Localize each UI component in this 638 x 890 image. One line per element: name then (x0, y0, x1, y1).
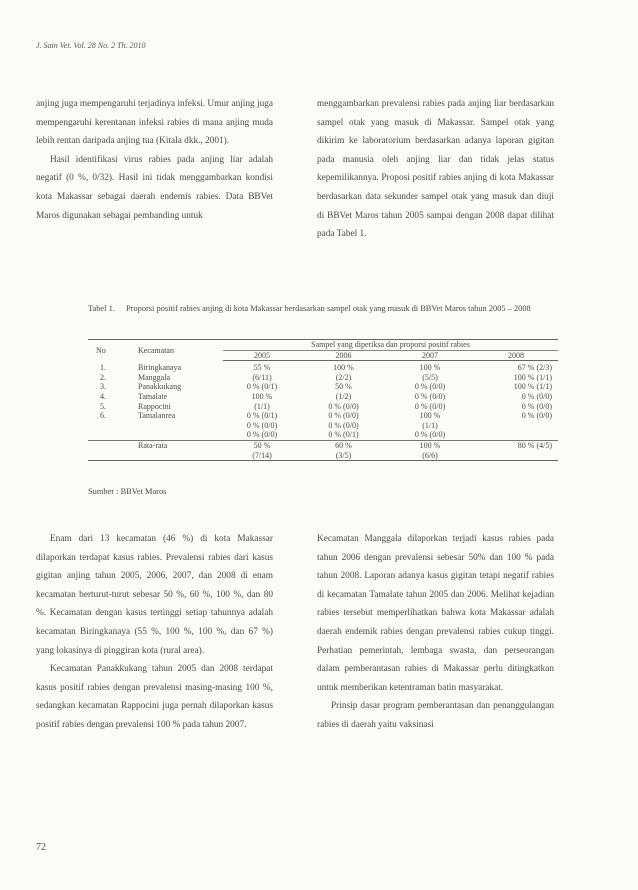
cell-value (474, 451, 558, 461)
table-row (88, 392, 558, 402)
cell-value: 0 % (0/0) (246, 430, 278, 440)
header-year: 2007 (386, 350, 474, 361)
cell-kecamatan (128, 421, 223, 431)
cell-kecamatan: Rappocini (138, 401, 171, 411)
cell-value: 100 % (419, 363, 441, 373)
cell-value: (6/11) (252, 372, 272, 382)
cell-no: 1. (100, 362, 106, 372)
cell-value (474, 421, 558, 431)
running-head: J. Sain Vet. Vol. 28 No. 2 Th. 2010 (36, 41, 146, 50)
cell-value: 0 % (0/1) (246, 382, 278, 392)
paragraph: Hasil identifikasi virus rabies pada anjing liar adalah negatif (0 %, 0/32). Hasil ini tidak menggambarkan kondisi kota Makassar sebagai daerah endemis rabies. Data BBVet Maros digunakan sebagai pembanding untuk (36, 154, 273, 221)
table-row (88, 430, 558, 440)
cell-value: (1/2) (335, 391, 352, 401)
column-bottom-left (36, 530, 273, 735)
table-row-average (88, 451, 558, 461)
cell-kecamatan: Tamalanrea (138, 411, 176, 421)
cell-value: 80 % (4/5) (474, 440, 558, 450)
cell-value: 0 % (0/0) (328, 401, 359, 411)
cell-value: 0 % (0/1) (328, 430, 359, 440)
cell-value: 0 % (0/0) (414, 401, 446, 411)
cell-average-label (128, 451, 223, 461)
paragraph: Enam dari 13 kecamatan (46 %) di kota Makassar dilaporkan terdapat kasus rabies. Prevalensi rabies dari kasus gigitan anjing tahun 2005, 2006, 2007, dan 2008 di enam kecamatan berturut-turut sebesar 50 %, 60 %, 100 %, dan 80 %. Kecamatan dengan kasus tertinggi setiap tahunnya adalah kecamatan Biringkanaya (55 %, 100 %, 100 %, dan 67 %) yang lokasinya di pinggiran kota (rural area). (36, 534, 273, 656)
cell-value: (2/2) (335, 372, 352, 382)
cell-value: 100 % (419, 411, 441, 421)
cell-no: 6. (100, 411, 106, 421)
table-caption-text: Proporsi positif rabies anjing di kota Makassar berdasarkan sampel otak yang masuk di BBVet Maros tahun 2005 – 2008 (126, 304, 531, 313)
cell-no: 4. (100, 391, 106, 401)
cell-kecamatan: Manggala (138, 372, 170, 382)
cell-value: (1/1) (422, 420, 438, 430)
cell-value (474, 430, 558, 440)
cell-no (88, 421, 128, 431)
cell-value: (7/14) (223, 451, 301, 461)
cell-average-label: Rata-rata (128, 440, 223, 450)
cell-value: 0 % (0/1) (246, 411, 278, 421)
paragraph: Prinsip dasar program pemberantasan dan penanggulangan rabies di daerah yaitu vaksinasi (317, 701, 554, 730)
cell-value: (3/5) (301, 451, 386, 461)
cell-value: 0 % (0/0) (521, 401, 552, 411)
cell-no: 5. (100, 401, 106, 411)
table-body (88, 361, 558, 461)
paragraph: Kecamatan Manggala dilaporkan terjadi kasus rabies pada tahun 2006 dengan prevalensi sebesar 50% dan 100 % pada tahun 2008. Laporan adanya kasus gigitan tetapi negatif rabies di kecamatan Tamalate tahun 2005 dan 2006. Melihat kejadian rabies tersebut memperlihatkan bahwa kota Makassar adalah daerah endemik rabies dengan prevalensi rabies cukup tinggi. Perhatian pemerintah, lembaga swasta, dan perseorangan dalam pemberantasan rabies di Makassar perlu ditingkatkan untuk memberikan ketentraman batin masyarakat. (317, 534, 554, 693)
table-row-average (88, 440, 558, 450)
cell-value: 60 % (301, 440, 386, 450)
cell-no (88, 430, 128, 440)
cell-value: 50 % (335, 382, 352, 392)
cell-value: (1/1) (254, 401, 270, 411)
cell-kecamatan: Panakkukang (138, 382, 182, 392)
cell-value: 0 % (0/0) (328, 411, 359, 421)
paragraph: menggambarkan prevalensi rabies pada anjing liar berdasarkan sampel otak yang masuk di Makassar. Sampel otak yang dikirim ke laboratorium berdasarkan adanya laporan gigitan pada manusia oleh anjing liar dan tidak jelas status kepemilikannya. Proposi positif rabies anjing di kota Makassar berdasarkan data sekunder sampel otak yang masuk dan diuji di BBVet Maros tahun 2005 sampai dengan 2008 dapat dilihat pada Tabel 1. (317, 99, 554, 240)
cell-kecamatan: Biringkanaya (138, 362, 182, 372)
paragraph: Kecamatan Panakkukang tahun 2005 dan 2008 terdapat kasus positif rabies dengan prevalensi masing-masing 100 %, sedangkan kecamatan Rappocini juga pernah dilaporkan kasus positif rabies dengan prevalensi 100 % pada tahun 2007. (36, 664, 273, 730)
cell-value: (6/6) (386, 451, 474, 461)
column-top-right (317, 95, 554, 244)
cell-value: 0 % (0/0) (521, 391, 552, 401)
column-top-left (36, 95, 273, 225)
cell-value: 100 % (1/1) (513, 372, 552, 382)
table-row (88, 373, 558, 383)
cell-value: 0 % (0/0) (414, 391, 446, 401)
cell-value: 100 % (1/1) (513, 382, 552, 392)
table-caption (88, 303, 558, 314)
table-source: Sumber : BBVet Maros (88, 487, 167, 496)
header-year: 2005 (223, 350, 301, 361)
data-table (88, 339, 558, 461)
paragraph: anjing juga mempengaruhi terjadinya infeksi. Umur anjing juga mempengaruhi kerentanan infeksi rabies di mana anjing muda lebih rentan daripada anjing tua (Kitala dkk., 2001). (36, 99, 274, 147)
cell-no: 3. (100, 382, 106, 392)
cell-kecamatan: Tamalate (138, 391, 168, 401)
cell-value: 0 % (0/0) (246, 420, 278, 430)
header-year: 2006 (301, 350, 386, 361)
cell-value: 67 % (2/3) (517, 363, 552, 373)
cell-value: 55 % (253, 363, 271, 373)
cell-no (88, 451, 128, 461)
cell-value: 100 % (386, 440, 474, 450)
column-bottom-right (317, 530, 554, 735)
table-row (88, 411, 558, 421)
header-group: Sampel yang diperiksa dan proporsi positif rabies (223, 340, 558, 351)
cell-value: 0 % (0/0) (414, 430, 446, 440)
table-row (88, 382, 558, 392)
cell-value: 0 % (0/0) (521, 411, 552, 421)
cell-value: 100 % (251, 391, 273, 401)
cell-value: 0 % (0/0) (414, 382, 446, 392)
table-row (88, 402, 558, 412)
table-row (88, 361, 558, 373)
header-no: No (88, 340, 128, 361)
cell-value: (5/5) (422, 372, 438, 382)
table-row (88, 421, 558, 431)
cell-kecamatan (128, 430, 223, 440)
cell-value: 100 % (333, 363, 354, 373)
page-number: 72 (36, 842, 46, 853)
cell-value: 0 % (0/0) (328, 420, 359, 430)
header-kecamatan: Kecamatan (128, 340, 223, 361)
cell-value: 50 % (223, 440, 301, 450)
cell-no: 2. (100, 372, 106, 382)
header-year: 2008 (474, 350, 558, 361)
cell-no (88, 440, 128, 450)
table-caption-label: Tabel 1. (88, 304, 115, 313)
